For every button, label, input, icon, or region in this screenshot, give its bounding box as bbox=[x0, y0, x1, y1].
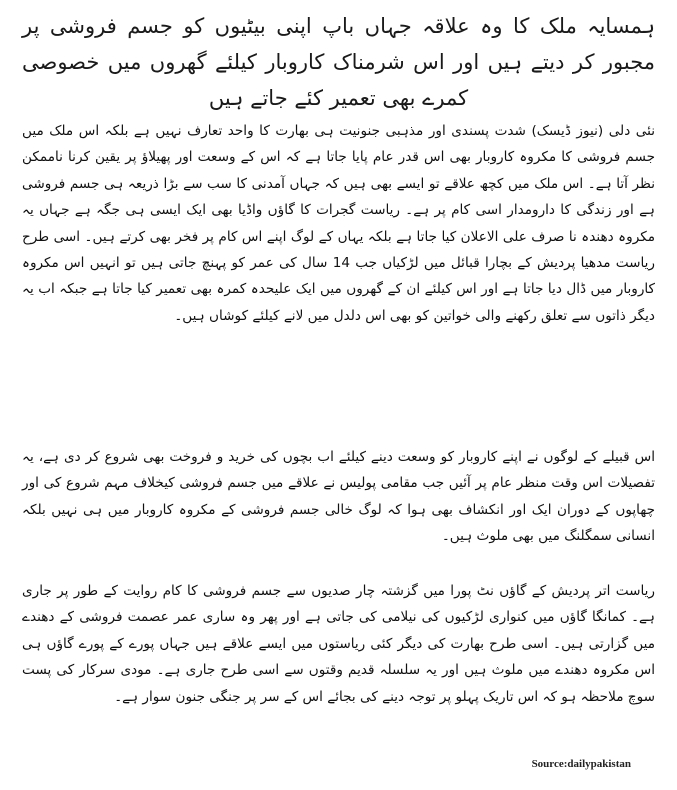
article-paragraph-3: ریاست اتر پردیش کے گاؤں نٹ پورا میں گزشتہ چار صدیوں سے جسم فروشی کا کام روایت کے طور پر جاری ہے۔ کمانگا گاؤں میں کنواری لڑکیوں کی نیلامی کی جاتی ہے اور پھر وہ ساری عمر عصمت فروشی کے دھندے میں گزارتی ہیں۔ اسی طرح بھارت کی دیگر کئی ریاستوں میں ایسے علاقے ہیں جہاں پورے کے پورے گاؤں ہی اس مکروہ دھندے میں ملوث ہیں اور یہ سلسلہ قدیم وقتوں سے اسی طرح جاری ہے۔ مودی سرکار کی پست سوچ ملاحظہ ہو کہ اس تاریک پہلو پر توجہ دینے کی بجائے اس کے سر پر جنگی جنون سوار ہے۔ bbox=[22, 583, 655, 705]
article-paragraph-2: اس قبیلے کے لوگوں نے اپنے کاروبار کو وسعت دینے کیلئے اب بچوں کی خرید و فروخت بھی شروع کر دی ہے، یہ تفصیلات اس وقت منظر عام پر آئیں جب مقامی پولیس نے علاقے میں جسم فروشی کیخلاف مہم شروع کی اور چھاپوں کے دوران ایک اور انکشاف بھی ہوا کہ لوگ خالی جسم فروشی کے مکروہ کاروبار میں ہی نہیں بلکہ انسانی سمگلنگ میں بھی ملوث ہیں۔ bbox=[22, 449, 655, 545]
source-credit: Source:dailypakistan bbox=[531, 758, 631, 770]
article-headline: ہمسایہ ملک کا وہ علاقہ جہاں باپ اپنی بیٹیوں کو جسم فروشی پر مجبور کر دیتے ہیں اور اس شرمناک کاروبار کیلئے گھروں میں خصوصی کمرے بھی تعمیر کئے جاتے ہیں bbox=[22, 14, 655, 110]
article-paragraph-1: نئی دلی (نیوز ڈیسک) شدت پسندی اور مذہبی جنونیت ہی بھارت کا واحد تعارف نہیں ہے بلکہ اس ملک میں جسم فروشی کا مکروہ کاروبار بھی اس قدر عام پایا جاتا ہے کہ اس کے وسعت اور پھیلاؤ پر یقین کرنا ناممکن نظر آتا ہے۔ اس ملک میں کچھ علاقے تو ایسے بھی ہیں کہ جہاں آمدنی کا سب سے بڑا ذریعہ ہی جسم فروشی ہے اور زندگی کا دارومدار اسی کام پر ہے۔ ریاست گجرات کا گاؤں واڈیا بھی ایک ایسی ہی جگہ ہے جہاں یہ مکروہ دھندہ نا صرف علی الاعلان کیا جاتا ہے بلکہ یہاں کے لوگ اپنے اس کام پر فخر بھی کرتے ہیں۔ اسی طرح ریاست مدھیا پردیش کے بچارا قبائل میں لڑکیاں جب 14 سال کی عمر کو پہنچ جاتی ہیں تو انہیں اس مکروہ کاروبار میں ڈال دیا جاتا ہے اور اس کیلئے ان کے گھروں میں ایک علیحدہ کمرہ بھی تعمیر کیا جاتا ہے جبکہ اب یہ دیگر ذاتوں سے تعلق رکھنے والی خواتین کو بھی اس دلدل میں لانے کیلئے کوشاں ہیں۔ bbox=[22, 123, 655, 324]
